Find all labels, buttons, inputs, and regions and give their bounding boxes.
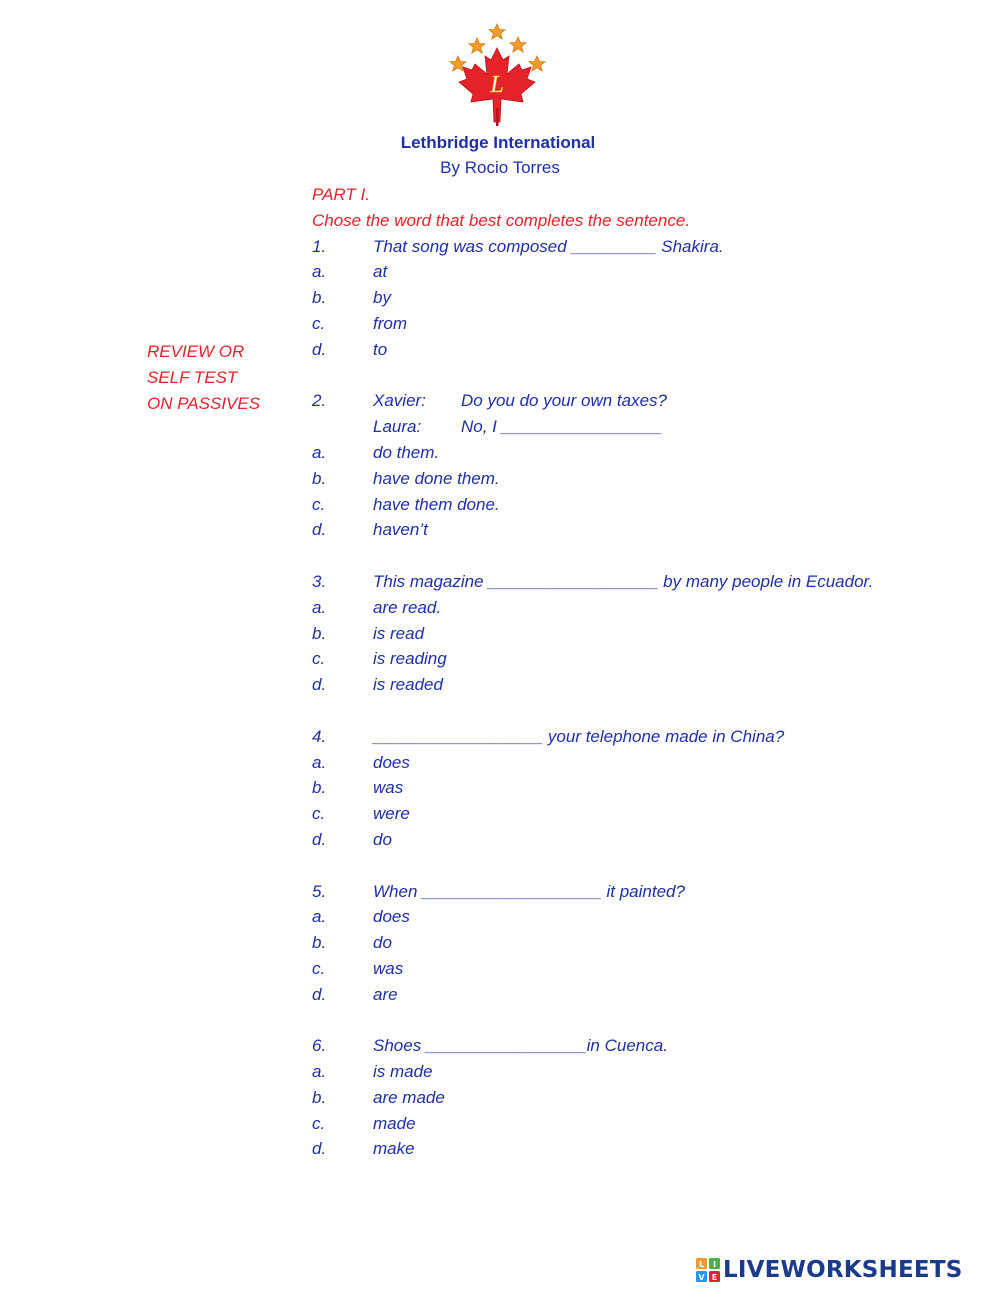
logo-tile-letter: V: [698, 1273, 705, 1282]
option-letter: d.: [312, 675, 327, 695]
answer-option[interactable]: [312, 466, 972, 492]
option-letter: a.: [312, 752, 327, 772]
question-number: 6.: [312, 1036, 327, 1056]
option-text: made: [373, 1113, 416, 1133]
option-letter: d.: [312, 984, 327, 1004]
option-letter: c.: [312, 804, 326, 824]
question-4: [312, 724, 972, 853]
option-text: are: [373, 984, 398, 1004]
page-title: Lethbridge International: [400, 133, 596, 152]
option-text: make: [373, 1139, 415, 1159]
question-3: [312, 569, 972, 698]
side-note-line: REVIEW OR: [147, 342, 245, 361]
question-number: 5.: [312, 881, 327, 901]
answer-option[interactable]: [312, 904, 972, 930]
liveworksheets-brand: [696, 1256, 962, 1284]
answer-option[interactable]: [312, 982, 972, 1008]
logo-letter: L: [490, 72, 504, 98]
question-row: [312, 569, 972, 595]
option-text: haven’t: [373, 520, 428, 540]
option-letter: d.: [312, 829, 327, 849]
option-text: to: [373, 339, 388, 359]
option-text: at: [373, 262, 388, 282]
question-text: This magazine __________________ by many people in Ecuador.: [373, 571, 874, 591]
option-text: from: [373, 313, 407, 333]
spacer: [312, 853, 972, 879]
question-2: [312, 388, 972, 543]
option-text: is read: [373, 623, 425, 643]
spacer: [312, 1008, 972, 1034]
answer-option[interactable]: [312, 492, 972, 518]
option-letter: b.: [312, 288, 327, 308]
answer-option[interactable]: [312, 1136, 972, 1162]
option-text: was: [373, 778, 404, 798]
side-note-line: ON PASSIVES: [147, 394, 261, 413]
dialogue-line: No, I _________________: [461, 417, 663, 437]
logo-tile-letter: L: [698, 1260, 705, 1269]
answer-option[interactable]: [312, 517, 972, 543]
option-letter: c.: [312, 494, 326, 514]
question-number: 1.: [312, 236, 327, 256]
answer-option[interactable]: [312, 311, 972, 337]
option-letter: b.: [312, 623, 327, 643]
question-row: [312, 234, 972, 260]
option-text: are made: [373, 1087, 445, 1107]
answer-option[interactable]: [312, 1111, 972, 1137]
logo-tile-letter: I: [713, 1260, 716, 1269]
option-text: does: [373, 752, 410, 772]
question-row: [312, 1033, 972, 1059]
part-label: PART I.: [312, 185, 370, 204]
option-letter: c.: [312, 649, 326, 669]
question-text: That song was composed _________ Shakira.: [373, 236, 724, 256]
answer-option[interactable]: [312, 775, 972, 801]
option-text: do them.: [373, 442, 440, 462]
option-letter: a.: [312, 442, 327, 462]
option-text: have them done.: [373, 494, 500, 514]
logo-tile-letter: E: [711, 1273, 718, 1282]
option-text: is reading: [373, 649, 447, 669]
answer-option[interactable]: [312, 259, 972, 285]
answer-option[interactable]: [312, 646, 972, 672]
option-text: does: [373, 907, 410, 927]
question-1: [312, 234, 972, 363]
option-letter: a.: [312, 1062, 327, 1082]
part-instruction: Chose the word that best completes the sentence.: [312, 210, 691, 230]
question-5: [312, 879, 972, 1008]
question-row: [312, 724, 972, 750]
answer-option[interactable]: [312, 595, 972, 621]
question-row: [312, 388, 972, 414]
option-text: is readed: [373, 675, 443, 695]
brand-text: LIVEWORKSHEETS: [723, 1257, 963, 1283]
answer-option[interactable]: [312, 672, 972, 698]
question-number: 2.: [312, 391, 327, 411]
spacer: [312, 363, 972, 389]
answer-option[interactable]: [312, 337, 972, 363]
dialogue-speaker: Xavier:: [373, 391, 426, 411]
question-text: When ___________________ it painted?: [373, 881, 685, 901]
answer-option[interactable]: [312, 750, 972, 776]
option-letter: d.: [312, 339, 327, 359]
maple-leaf-logo-icon: [445, 22, 553, 128]
dialogue-line: Do you do your own taxes?: [461, 391, 668, 411]
worksheet-content: [312, 182, 972, 1162]
option-letter: b.: [312, 778, 327, 798]
dialogue-speaker: Laura:: [373, 417, 422, 437]
star-icon: [529, 56, 545, 71]
answer-option[interactable]: [312, 956, 972, 982]
option-letter: c.: [312, 958, 326, 978]
answer-option[interactable]: [312, 1059, 972, 1085]
option-text: have done them.: [373, 468, 500, 488]
answer-option[interactable]: [312, 801, 972, 827]
option-letter: d.: [312, 1139, 327, 1159]
question-text: __________________ your telephone made in China?: [373, 726, 785, 746]
star-icon: [469, 38, 485, 53]
option-letter: c.: [312, 1113, 326, 1133]
question-text: Shoes _________________in Cuenca.: [373, 1036, 668, 1056]
option-letter: b.: [312, 933, 327, 953]
question-row: [312, 879, 972, 905]
option-letter: a.: [312, 597, 327, 617]
side-note-line: SELF TEST: [147, 368, 238, 387]
option-text: is made: [373, 1062, 433, 1082]
option-letter: b.: [312, 1087, 327, 1107]
answer-option[interactable]: [312, 440, 972, 466]
star-icon: [489, 24, 505, 39]
answer-option[interactable]: [312, 930, 972, 956]
option-letter: c.: [312, 313, 326, 333]
option-letter: a.: [312, 262, 327, 282]
answer-option[interactable]: [312, 1085, 972, 1111]
side-note: [147, 339, 260, 417]
question-6: [312, 1033, 972, 1162]
spacer: [312, 543, 972, 569]
option-text: were: [373, 804, 410, 824]
answer-option[interactable]: [312, 827, 972, 853]
star-icon: [510, 37, 526, 52]
option-letter: d.: [312, 520, 327, 540]
option-text: was: [373, 958, 404, 978]
option-text: are read.: [373, 597, 442, 617]
question-number: 3.: [312, 571, 327, 591]
leaf-stem: [496, 108, 499, 126]
option-letter: a.: [312, 907, 327, 927]
question-number: 4.: [312, 726, 327, 746]
option-text: do: [373, 933, 392, 953]
spacer: [312, 698, 972, 724]
answer-option[interactable]: [312, 621, 972, 647]
option-letter: b.: [312, 468, 327, 488]
answer-option[interactable]: [312, 285, 972, 311]
author-line: By Rocio Torres: [440, 158, 560, 177]
option-text: by: [373, 288, 391, 308]
option-text: do: [373, 829, 392, 849]
liveworksheets-logo-icon: [696, 1258, 720, 1282]
question-row: [312, 414, 972, 440]
